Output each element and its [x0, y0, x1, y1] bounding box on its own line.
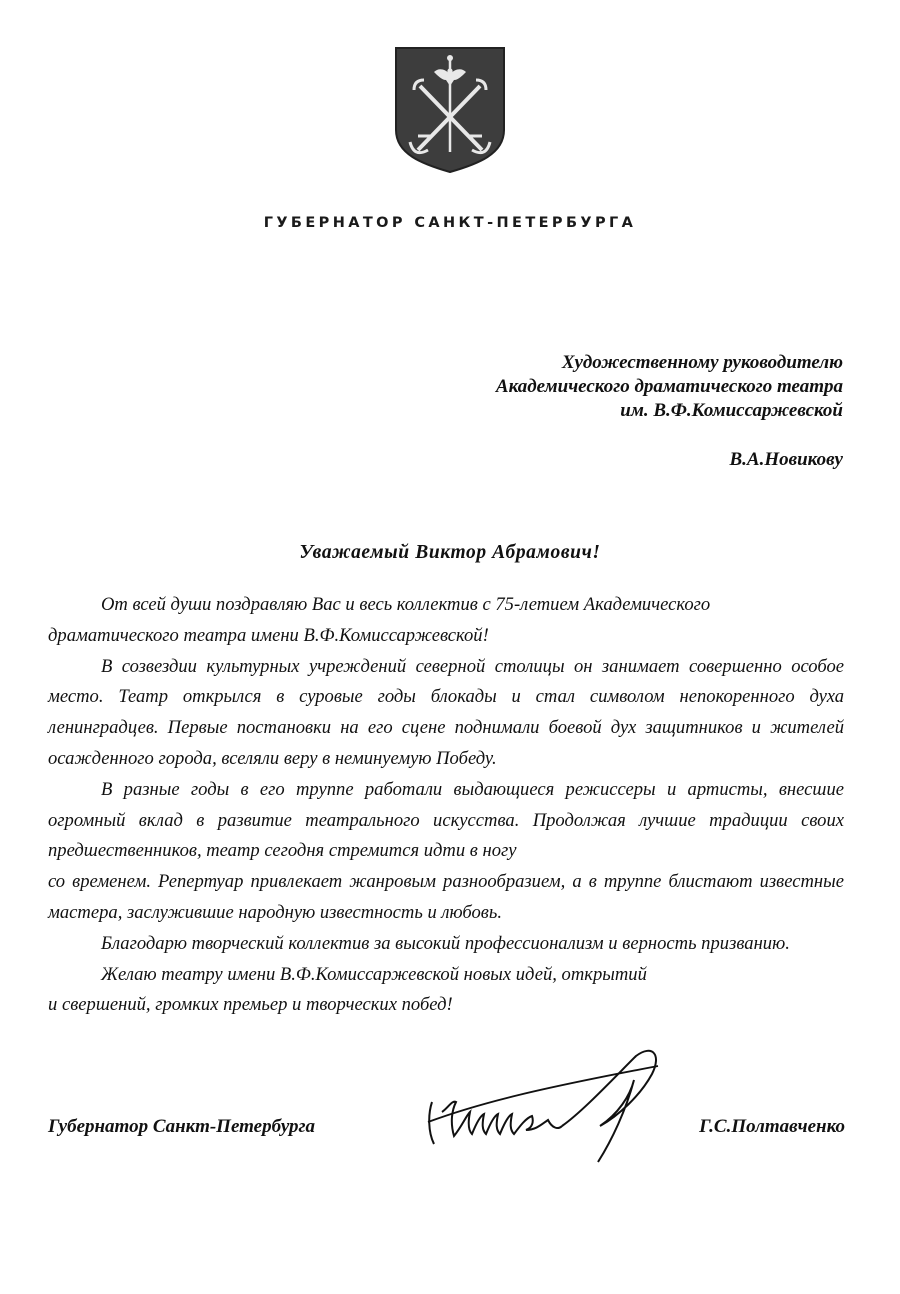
body-paragraph: В разные годы в его труппе работали выдающиеся режиссеры и артисты, внесшие огромный вклад в развитие театрального искусства. Продолжая лучшие традиции своих предшественников, театр сегодня стремится идти в ногу со временем. Репертуар привлекает жанровым разнообразием, а в труппе блистают известные мастера, заслужившие народную известность и любовь. [48, 778, 844, 923]
coat-of-arms-icon [394, 46, 506, 174]
greeting: Уважаемый Виктор Абрамович! [299, 542, 601, 563]
letter-body [48, 590, 844, 1021]
signatory-name: Г.С.Полтавченко [699, 1116, 845, 1137]
body-paragraph: Благодарю творческий коллектив за высокий профессионализм и верность призванию. [101, 932, 790, 954]
body-paragraph: От всей души поздравляю Вас и весь коллектив с 75-летием Академического драматического театра имени В.Ф.Комиссаржевской! [48, 594, 711, 646]
organization-title: ГУБЕРНАТОР САНКТ-ПЕТЕРБУРГА [263, 215, 637, 231]
signature-icon [422, 1040, 672, 1170]
addressee-line: им. В.Ф.Комиссаржевской [620, 400, 843, 421]
signatory-title: Губернатор Санкт-Петербурга [48, 1116, 316, 1137]
addressee-line: Академического драматического театра [495, 376, 843, 397]
addressee-block [496, 351, 843, 472]
body-paragraph: В созвездии культурных учреждений северной столицы он занимает совершенно особое место. Театр открылся в суровые годы блокады и стал символом непокоренного духа ленинградцев. Первые постановки на его сцене поднимали боевой дух защитников и жителей осажденного города, вселяли веру в неминуемую Победу. [48, 655, 844, 769]
body-paragraph: Желаю театру имени В.Ф.Комиссаржевской новых идей, открытий и свершений, громких премьер и творческих побед! [48, 963, 647, 1016]
addressee-name: В.А.Новикову [729, 449, 843, 470]
addressee-line: Художественному руководителю [561, 352, 843, 373]
